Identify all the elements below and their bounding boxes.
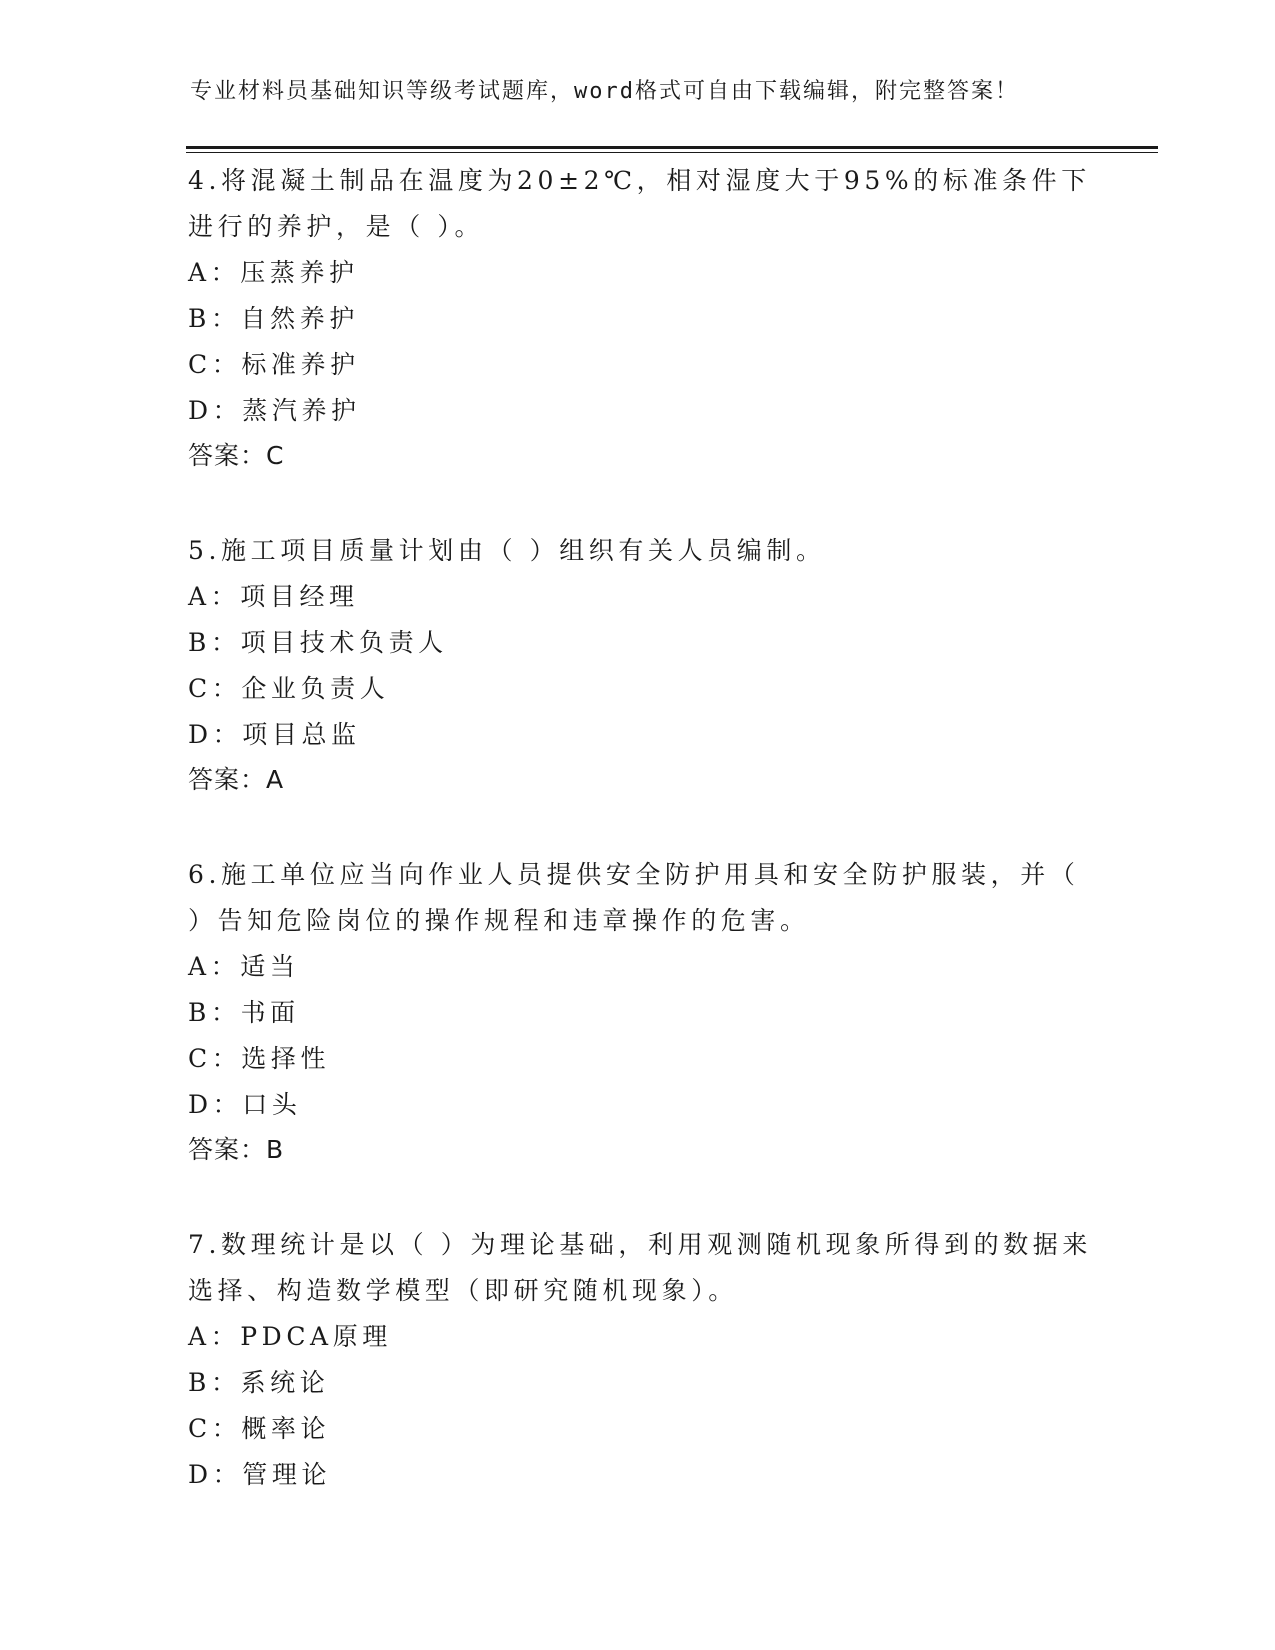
question-stem-line: 选择、构造数学模型（即研究随机现象）。 bbox=[188, 1276, 738, 1305]
option-b: B：项目技术负责人 bbox=[188, 628, 448, 657]
question-stem-line: 5.施工项目质量计划由（ ）组织有关人员编制。 bbox=[188, 536, 826, 565]
question-list bbox=[188, 158, 1148, 1548]
header-divider-thick bbox=[186, 146, 1158, 149]
option-a: A：项目经理 bbox=[188, 582, 359, 611]
option-d: D：蒸汽养护 bbox=[188, 396, 361, 425]
option-c: C：标准养护 bbox=[188, 350, 360, 379]
option-d: D：口头 bbox=[188, 1090, 302, 1119]
question-6 bbox=[188, 852, 1148, 1172]
question-4 bbox=[188, 158, 1148, 478]
answer-line: 答案：C bbox=[188, 441, 285, 470]
question-stem-line: 7.数理统计是以（ ）为理论基础，利用观测随机现象所得到的数据来 bbox=[188, 1230, 1093, 1259]
answer-line: 答案：B bbox=[188, 1135, 285, 1164]
option-b: B：系统论 bbox=[188, 1368, 330, 1397]
option-b: B：自然养护 bbox=[188, 304, 359, 333]
option-d: D：项目总监 bbox=[188, 720, 361, 749]
question-5 bbox=[188, 528, 1148, 802]
option-d: D：管理论 bbox=[188, 1460, 332, 1489]
option-a: A：压蒸养护 bbox=[188, 258, 359, 287]
question-stem-line: 进行的养护，是（ ）。 bbox=[188, 212, 485, 241]
option-c: C：企业负责人 bbox=[188, 674, 390, 703]
header-divider-thin bbox=[186, 152, 1158, 153]
page-header-text: 专业材料员基础知识等级考试题库，word格式可自由下载编辑，附完整答案！ bbox=[190, 79, 1019, 104]
option-b: B：书面 bbox=[188, 998, 300, 1027]
question-7 bbox=[188, 1222, 1148, 1498]
option-c: C：概率论 bbox=[188, 1414, 331, 1443]
question-stem-line: 6.施工单位应当向作业人员提供安全防护用具和安全防护服装，并（ bbox=[188, 860, 1080, 889]
option-a: A：适当 bbox=[188, 952, 300, 981]
question-stem-line: ）告知危险岗位的操作规程和违章操作的危害。 bbox=[188, 906, 810, 935]
option-a: A：PDCA原理 bbox=[188, 1322, 392, 1351]
answer-line: 答案：A bbox=[188, 765, 285, 794]
option-c: C：选择性 bbox=[188, 1044, 331, 1073]
question-stem-line: 4.将混凝土制品在温度为20±2℃，相对湿度大于95%的标准条件下 bbox=[188, 166, 1091, 195]
